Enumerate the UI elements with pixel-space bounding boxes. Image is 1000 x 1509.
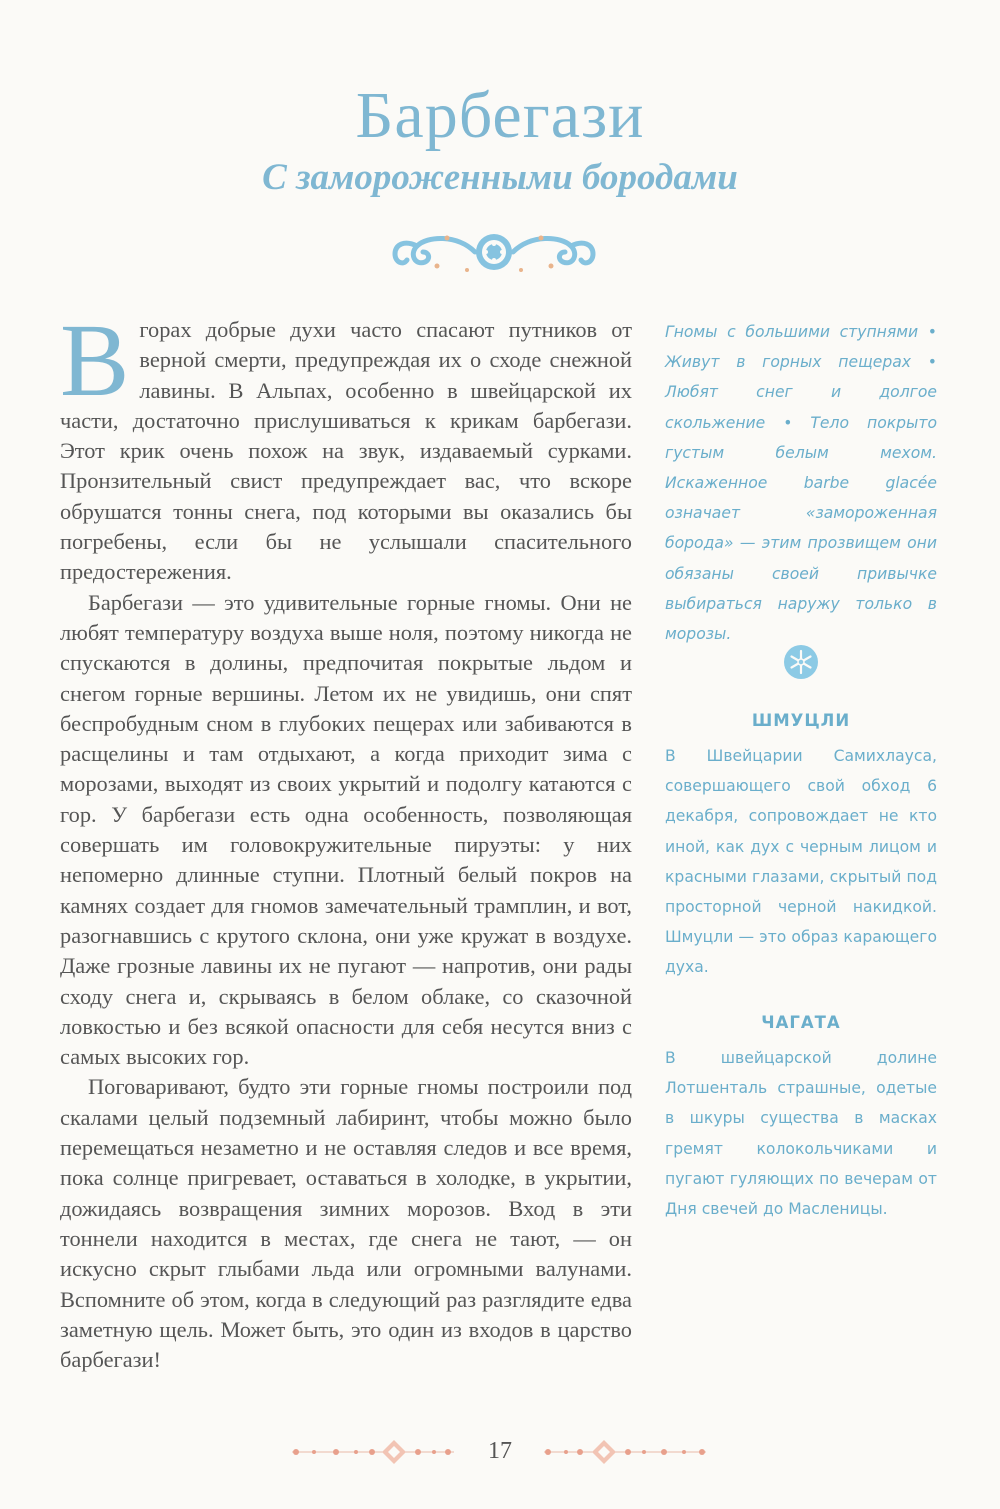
paragraph-1 <box>60 303 632 588</box>
paragraph-1-text: горах добрые духи часто спасают путников от верной смерти, предупреждая их о сходе снежной лавины. В Альпах, особенно в швейцарской их части, достаточно прислушиваться к крикам барбегази. Этот крик очень похож на звук, издаваемый сурками. Пронзительный свист предупреждает вас, что вскоре обрушатся тонны снега, под которыми вы оказались бы погребены, если бы не услышали спасительного предостережения. <box>60 317 632 585</box>
drop-cap: В <box>60 303 130 418</box>
paragraph-2: Барбегази — это удивительные горные гномы. Они не любят температуру воздуха выше ноля, поэтому никогда не спускаются в долины, предпочитая покрытые льдом и снегом горные вершины. Летом их не увидишь, они спят беспробудным сном в глубоких пещерах или забиваются в расщелины и там отдыхают, а когда приходит зима с морозами, выходят из своих укрытий и подолгу катаются с гор. У барбегази есть одна особенность, позволяющая совершать им головокружительные пируэты: у них непомерно длинные ступни. Плотный белый покров на камнях создает для гномов замечательный трамплин, и вот, разогнавшись с крутого склона, они уже кружат в воздухе. Даже грозные лавины их не пугают — напротив, они рады сходу снега и, скрываясь в белом облаке, со сказочной ловкостью и без всякой опасности для себя несутся вниз с самых высоких гор. <box>60 589 632 1070</box>
snowflake-icon <box>783 644 819 680</box>
section-text-shmutzli: В Швейцарии Самихлауса, совершающего свой обход 6 декабря, сопровождает не кто иной, как дух с черным лицом и красными глазами, скрытый под просторной черной накидкой. Шмуцли — это образ карающего духа. <box>665 747 937 977</box>
main-article <box>60 303 632 1375</box>
paragraph-3: Поговаривают, будто эти горные гномы построили под скалами целый подземный лабиринт, чтобы можно было перемещаться незаметно и не оставляя следов и все время, пока солнце пригревает, оставаться в холодке, в укрытии, дожидаясь возвращения зимних морозов. Вход в эти тоннели находится в местах, где снега не тают, — он искусно скрыт глыбами льда или огромными валунами. Вспомните об этом, когда в следующий раз разглядите едва заметную щель. Может быть, это один из входов в царство барбегази! <box>60 1074 632 1373</box>
section-heading-chagata: ЧАГАТА <box>761 1013 841 1032</box>
page-number: 17 <box>488 1438 512 1464</box>
title-ornament-icon <box>387 226 601 278</box>
page-title: Барбегази <box>355 79 645 152</box>
section-text-chagata: В швейцарской долине Лотшенталь страшные, одетые в шкуры существа в масках гремят колокольчиками и пугают гуляющих по вечерам от Дня свечей до Масленицы. <box>665 1049 937 1219</box>
footer-ornament-left-icon <box>288 1437 458 1467</box>
page-subtitle: С замороженными бородами <box>262 157 738 198</box>
section-heading-shmutzli: ШМУЦЛИ <box>751 711 851 730</box>
sidebar-intro: Гномы с большими ступнями • Живут в горных пещерах • Любят снег и долгое скольжение • Тело покрыто густым белым мехом. Искаженное barbe glacée означает «замороженная борода» — этим прозвищем они обязаны своей привычке выбираться наружу только в морозы. <box>665 323 937 644</box>
footer-ornament-right-icon <box>540 1437 710 1467</box>
